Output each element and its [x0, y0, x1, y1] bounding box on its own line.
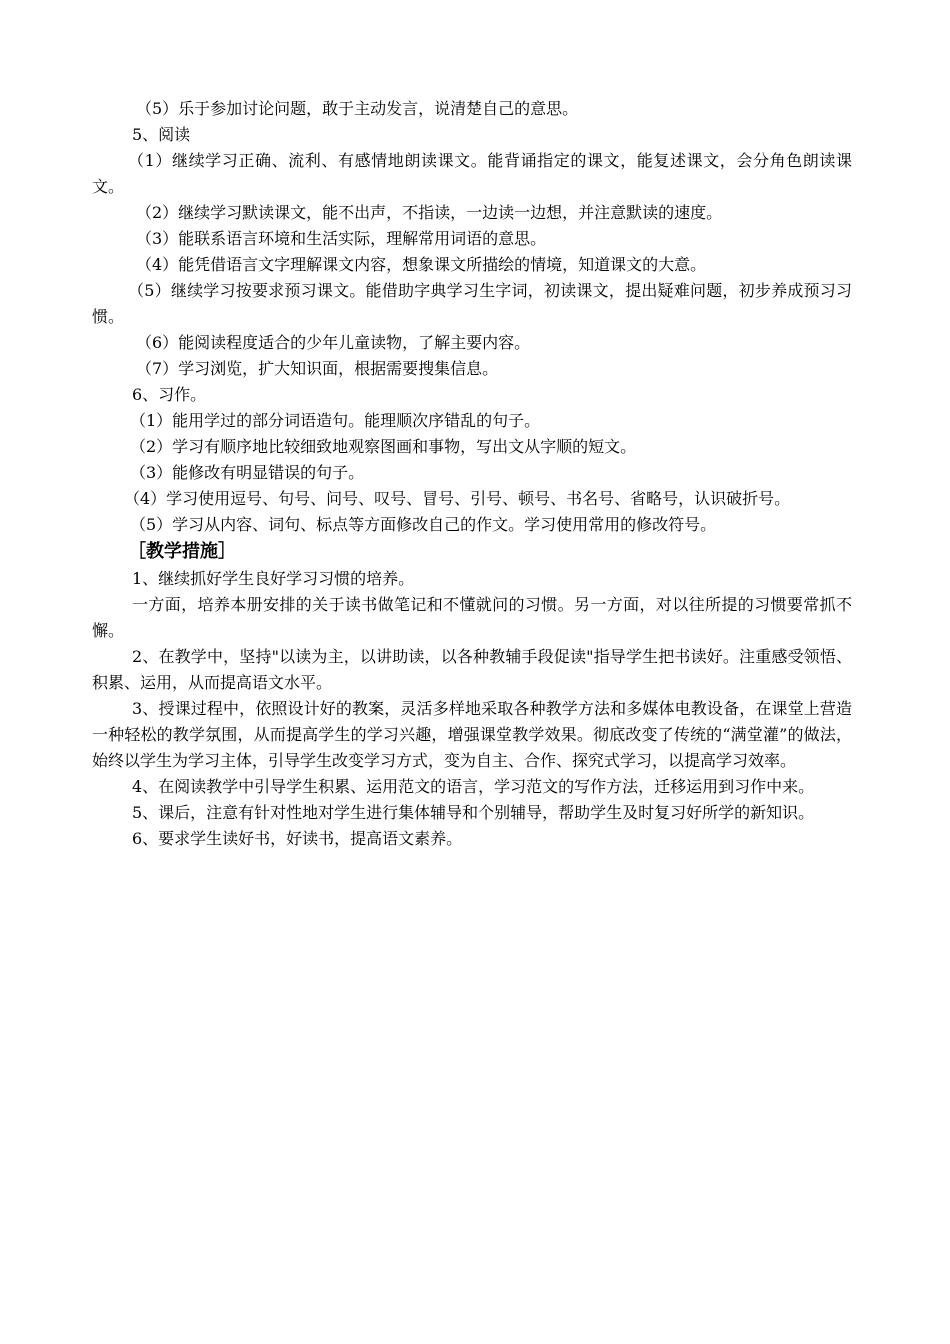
measure-1-detail: 一方面，培养本册安排的关于读书做笔记和不懂就问的习惯。另一方面，对以往所提的习惯要常抓不懈。 [92, 595, 852, 640]
writing-item-4: （4）学习使用逗号、句号、问号、叹号、冒号、引号、顿号、书名号、省略号，认识破折号。 [124, 489, 791, 508]
reading-item-3: （3）能联系语言环境和生活实际，理解常用词语的意思。 [136, 229, 547, 248]
measure-2: 2、在教学中，坚持"以读为主，以讲助读，以各种教辅手段促读"指导学生把书读好。注重感受领悟、积累、运用，从而提高语文水平。 [92, 647, 852, 692]
writing-item-1: （1）能用学过的部分词语造句。能理顺次序错乱的句子。 [130, 411, 541, 430]
measure-6: 6、要求学生读好书，好读书，提高语文素养。 [132, 829, 463, 848]
document-page [92, 96, 852, 852]
writing-item-2: （2）学习有顺序地比较细致地观察图画和事物，写出文从字顺的短文。 [130, 437, 637, 456]
measure-3: 3、授课过程中，依照设计好的教案，灵活多样地采取各种教学方法和多媒体电教设备，在课堂上营造一种轻松的教学氛围，从而提高学生的学习兴趣，增强课堂教学效果。彻底改变了传统的“满堂灌”的做法，始终以学生为学习主体，引导学生改变学习方式，变为自主、合作、探究式学习，以提高学习效率。 [92, 699, 852, 770]
reading-speaking-item-5: （5）乐于参加讨论问题，敢于主动发言，说清楚自己的意思。 [136, 99, 579, 118]
section-writing-title: 6、习作。 [132, 385, 207, 404]
reading-item-1: （1）继续学习正确、流利、有感情地朗读课文。能背诵指定的课文，能复述课文，会分角色朗读课文。 [92, 151, 852, 196]
measure-5: 5、课后，注意有针对性地对学生进行集体辅导和个别辅导，帮助学生及时复习好所学的新知识。 [132, 803, 815, 822]
reading-item-2: （2）继续学习默读课文，能不出声，不指读，一边读一边想，并注意默读的速度。 [136, 203, 723, 222]
writing-item-5: （5）学习从内容、词句、标点等方面修改自己的作文。学习使用常用的修改符号。 [130, 515, 717, 534]
reading-item-7: （7）学习浏览，扩大知识面，根据需要搜集信息。 [136, 359, 499, 378]
teaching-measures-heading: ［教学措施］ [128, 541, 236, 562]
writing-item-3: （3）能修改有明显错误的句子。 [130, 463, 365, 482]
section-reading-title: 5、阅读 [132, 125, 191, 144]
reading-item-4: （4）能凭借语言文字理解课文内容，想象课文所描绘的情境，知道课文的大意。 [136, 255, 707, 274]
measure-4: 4、在阅读教学中引导学生积累、运用范文的语言，学习范文的写作方法，迁移运用到习作中来。 [132, 777, 815, 796]
reading-item-6: （6）能阅读程度适合的少年儿童读物，了解主要内容。 [136, 333, 531, 352]
measure-1: 1、继续抓好学生良好学习习惯的培养。 [132, 569, 415, 588]
reading-item-5: （5）继续学习按要求预习课文。能借助字典学习生字词，初读课文，提出疑难问题，初步养成预习习惯。 [92, 281, 852, 326]
